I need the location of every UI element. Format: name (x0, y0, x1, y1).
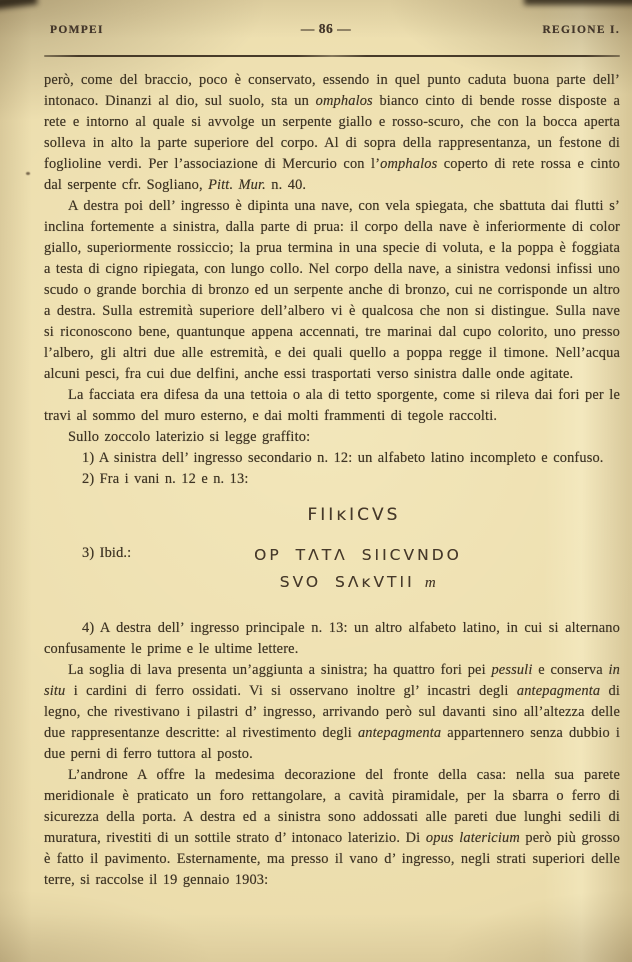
graffito-text: FIIᴋICVS (307, 505, 401, 525)
page-body (44, 70, 620, 891)
list-item: 2) Fra i vani n. 12 e n. 13: (82, 471, 249, 487)
graffito-item-label: 3) Ibid.: (82, 545, 132, 561)
graffito-inscription-2 (44, 542, 620, 597)
page-number: — 86 — (300, 21, 352, 36)
list-item: 1) A sinistra dell’ ingresso secondario n. 12: un alfabeto latino incompleto e confuso. (82, 450, 604, 466)
running-head (44, 21, 620, 39)
paragraph: Sullo zoccolo laterizio si legge graffito: (68, 429, 311, 445)
graffito-text: OP TΛTΛ SIICVNDO SVO SΛᴋVTII m (254, 546, 462, 591)
scan-shadow-top-left (0, 0, 38, 10)
paragraph: A destra poi dell’ ingresso è dipinta una nave, con vela spiegata, che sbattuta dai flutti s’ inclina fortemente a sinistra, dalla parte di prua: il corpo della nave è inferiormente di color giallo, superiormente rossiccio; la prua termina in una specie di voluta, e la poppa è foggiata a testa di cigno ripiegata, con lungo collo. Nel corpo della nave, a sinistra vedonsi infissi uno scudo o grande borchia di bronzo ed un serpente anche di bronzo, cui ne corrisponde un altro a destra. Sulla estremità superiore dell’albero vi è qualcosa che non si distingue. Sulla nave si riconoscono bene, quantunque appena accennati, tre marinai dal cupo colorito, uno presso l’albero, gli altri due alle estremità, e dei quali quello a poppa regge il timone. Nell’acqua alcuni pesci, fra cui due delfini, anche essi trasportati verso sinistra dalle onde agitate. (44, 198, 620, 382)
running-head-right: REGIONE I. (542, 24, 620, 36)
paragraph: L’androne A offre la medesima decorazione del fronte della casa: nella sua parete meridionale è praticato un foro rettangolare, a cavità piramidale, per la sbarra o ferro di sicurezza della porta. A destra ed a sinistra sono addossati alle pareti due lunghi sedili di muratura, rivestiti di un sottile strato d’ intonaco laterizio. Di opus latericium però più grosso è fatto il pavimento. Esternamente, ma presso il vano d’ ingresso, negli strati superiori delle terre, si raccolse il 19 gennaio 1903: (44, 767, 620, 888)
paragraph: però, come del braccio, poco è conservato, essendo in quel punto caduta buona parte dell’ intonaco. Dinanzi al dio, sul suolo, sta un omphalos bianco cinto di bende rosse disposte a rete e intorno al quale si avvolge un serpente giallo e rosso-scuro, che con la bocca aperta solleva in alto la parte superiore del corpo. Al di sopra della rappresentanza, un festone di foglioline verdi. Per l’associazione di Mercurio con l’omphalos coperto di rete rossa e cinto dal serpente cfr. Sogliano, Pitt. Mur. n. 40. (44, 72, 620, 193)
list-item: 4) A destra dell’ ingresso principale n. 13: un altro alfabeto latino, in cui si alternano confusamente le prime e le ultime lettere. (44, 620, 620, 657)
paragraph: La soglia di lava presenta un’aggiunta a sinistra; ha quattro fori pei pessuli e conserva in situ i cardini di ferro ossidati. Vi si osservano inoltre gl’ incastri degli antepagmenta di legno, che rivestivano i pilastri d’ ingresso, arrivando però sul davanti sino all’altezza delle due rappresentanze descritte: al rivestimento degli antepagmenta appartennero senza dubbio i due perni di ferro tuttora al posto. (44, 662, 620, 762)
scan-shadow-top-right (524, 0, 632, 5)
running-head-left: POMPEI (50, 24, 104, 36)
margin-speck (26, 172, 30, 175)
paragraph: La facciata era difesa da una tettoia o ala di tetto sporgente, come si rileva dai fori per le travi al sommo del muro esterno, e dai molti frammenti di tegole raccolti. (44, 387, 620, 424)
graffito-inscription-1 (44, 504, 620, 526)
header-rule (44, 55, 620, 57)
